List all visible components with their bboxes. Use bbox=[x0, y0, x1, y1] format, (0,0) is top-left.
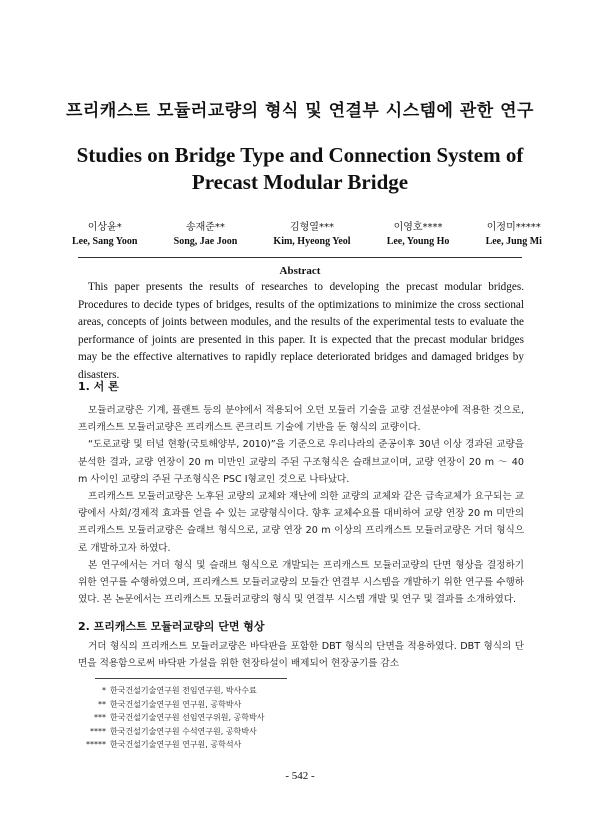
author bbox=[273, 221, 350, 249]
footnote-list bbox=[78, 684, 264, 752]
abstract-text: This paper presents the results of researches to developing the precast modular bridges. Procedures to decide types of bridges, results of the optimizations to minimize the cross sectional areas, concepts of joints between modules, and the results of the experimental tests to evaluate the performance of joints are presented in this paper. It is expected that the precast modular bridges may be the effective alternatives to rapidly replace deteriorated bridges and damaged bridges by disasters. bbox=[78, 281, 524, 381]
author-list bbox=[72, 221, 542, 249]
footnote-text: 한국건설기술연구원 수석연구원, 공학박사 bbox=[110, 726, 257, 736]
footnote-mark: * bbox=[102, 686, 106, 695]
section-heading-cross-section: 2. 프리캐스트 모듈러교량의 단면 형상 bbox=[78, 620, 265, 633]
author-name-korean: 이정미***** bbox=[486, 222, 541, 233]
footnote-text: 한국건설기술연구원 연구원, 공학석사 bbox=[110, 740, 242, 750]
author-name-english: Lee, Jung Mi bbox=[485, 236, 542, 247]
author-name-english: Lee, Sang Yoon bbox=[72, 236, 138, 247]
footnote bbox=[78, 725, 264, 739]
footnote-mark: **** bbox=[90, 726, 106, 736]
author bbox=[387, 221, 450, 249]
page-number: - 542 - bbox=[285, 770, 315, 782]
paragraph: 거더 형식의 프리캐스트 모듈러교량은 바닥판을 포함한 DBT 형식의 단면을 적용하였다. DBT 형식의 단면을 적용함으로써 바닥판 가설을 위한 현장타설이 배제되어 현장공기를 감소 bbox=[78, 641, 524, 670]
author-name-korean: 이영호**** bbox=[393, 222, 443, 233]
section-body-introduction bbox=[78, 402, 524, 608]
korean-title: 프리캐스트 모듈러교량의 형식 및 연결부 시스템에 관한 연구 bbox=[66, 101, 534, 121]
footnote-mark: *** bbox=[94, 713, 106, 723]
author-name-english: Song, Jae Joon bbox=[173, 236, 238, 247]
abstract-heading: Abstract bbox=[279, 265, 321, 277]
section-heading-introduction: 1. 서 론 bbox=[78, 380, 119, 393]
author bbox=[72, 221, 137, 249]
footnote-text: 한국건설기술연구원 전임연구원, 박사수료 bbox=[110, 686, 257, 695]
author-name-korean: 김형열*** bbox=[289, 222, 334, 233]
author bbox=[486, 221, 542, 249]
footnote-mark: ** bbox=[98, 699, 106, 709]
footnote bbox=[78, 738, 264, 752]
author-name-english: Lee, Young Ho bbox=[386, 236, 450, 247]
footnote-text: 한국건설기술연구원 선임연구위원, 공학박사 bbox=[110, 713, 265, 723]
footnote-mark: ***** bbox=[86, 740, 106, 750]
footnote bbox=[78, 711, 264, 725]
english-title-line-2: Precast Modular Bridge bbox=[191, 170, 409, 194]
paragraph: “도로교량 및 터널 현황(국토해양부, 2010)”을 기준으로 우리나라의 준공이후 30년 이상 경과된 교량을 분석한 결과, 교량 연장이 20 m 미만인 교량의 주된 구조형식은 슬래브교이며, 교량 연장이 20 m ～ 40 m 사이인 교량의 주된 구조형식은 PSC I형교인 것으로 나타났다. bbox=[78, 439, 524, 485]
footnote bbox=[78, 684, 264, 698]
english-title bbox=[40, 142, 560, 196]
english-title-line-1: Studies on Bridge Type and Connection System of bbox=[76, 143, 524, 167]
footnote-text: 한국건설기술연구원 연구원, 공학박사 bbox=[110, 699, 242, 709]
author-name-korean: 이상윤* bbox=[87, 222, 122, 233]
header-divider bbox=[78, 257, 522, 258]
author bbox=[174, 221, 238, 249]
section-body-cross-section bbox=[78, 638, 524, 672]
author-name-korean: 송재준** bbox=[185, 222, 225, 233]
paragraph: 모듈러교량은 기계, 플랜트 등의 분야에서 적용되어 오던 모듈러 기술을 교량 건설분야에 적용한 것으로, 프리캐스트 모듈러교량은 프리캐스트 콘크리트 기술에 기반을 둔 형식의 교량이다. bbox=[78, 405, 524, 434]
footnote-divider bbox=[95, 678, 287, 679]
paragraph: 본 연구에서는 거더 형식 및 슬래브 형식으로 개발되는 프리캐스트 모듈러교량의 단면 형상을 결정하기 위한 연구를 수행하였으며, 프리캐스트 모듈러교량의 모듈간 연결부 시스템을 개발하기 위한 연구를 수행하였다. 본 논문에서는 프리캐스트 모듈러교량의 형식 및 연결부 시스템 개발 및 연구 및 결과를 소개하였다. bbox=[78, 559, 524, 606]
paragraph: 프리캐스트 모듈러교량은 노후된 교량의 교체와 재난에 의한 교량의 교체와 같은 급속교체가 요구되는 교량에서 사회/경제적 효과를 얻을 수 있는 교량형식이다. 향후 교체수요를 대비하여 교량 연장 20 m 미만의 프리캐스트 모듈러교량은 슬래브 형식으로, 교량 연장 20 m 이상의 프리캐스트 모듈러교량은 거더 형식으로 개발하고자 하였다. bbox=[78, 491, 524, 554]
footnote bbox=[78, 698, 264, 712]
author-name-english: Kim, Hyeong Yeol bbox=[273, 236, 351, 247]
